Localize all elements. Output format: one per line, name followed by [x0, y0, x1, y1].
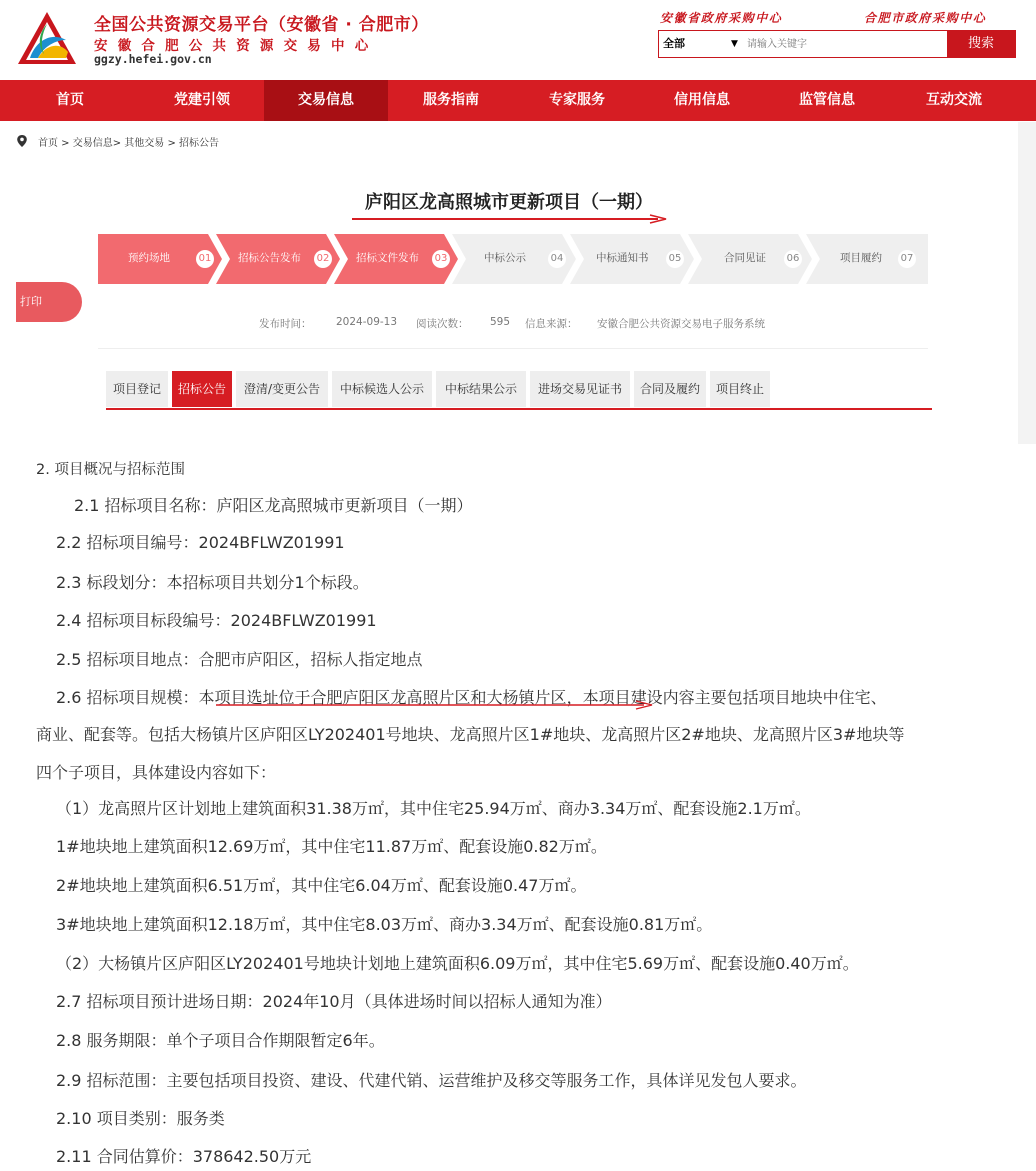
step-label: 招标文件发布	[356, 252, 419, 264]
paragraph: 2.5 招标项目地点：合肥市庐阳区，招标人指定地点	[56, 650, 423, 669]
tab-witness-certificate[interactable]: 进场交易见证书	[530, 371, 630, 407]
tab-clarification[interactable]: 澄清/变更公告	[236, 371, 328, 407]
step-item	[98, 234, 222, 284]
scrollbar[interactable]	[1018, 122, 1036, 444]
step-item	[688, 234, 812, 284]
notice-tabs	[106, 371, 932, 409]
province-procurement-link[interactable]: 安徽省政府采购中心	[660, 11, 783, 25]
step-number: 03	[432, 250, 450, 268]
nav-item-trading-info[interactable]: 交易信息	[264, 80, 388, 121]
paragraph: 2.10 项目类别：服务类	[56, 1109, 225, 1128]
site-url: ggzy.hefei.gov.cn	[94, 52, 212, 66]
step-item	[216, 234, 340, 284]
step-label: 预约场地	[128, 252, 170, 264]
breadcrumb-text[interactable]: 首页 > 交易信息> 其他交易 > 招标公告	[38, 138, 220, 149]
tab-tender-notice[interactable]: 招标公告	[172, 371, 232, 407]
step-number: 02	[314, 250, 332, 268]
paragraph: 2.4 招标项目标段编号：2024BFLWZ01991	[56, 611, 377, 630]
paragraph: 四个子项目，具体建设内容如下：	[36, 763, 277, 782]
step-label: 中标公示	[484, 252, 526, 264]
paragraph: 商业、配套等。包括大杨镇片区庐阳区LY202401号地块、龙高照片区1#地块、龙高照片区2#地块、龙高照片区3#地块等	[36, 725, 905, 744]
nav-item-expert[interactable]: 专家服务	[549, 92, 605, 108]
source-value: 安徽合肥公共资源交易电子服务系统	[597, 318, 765, 330]
source-label: 信息来源：	[525, 318, 578, 330]
site-subtitle: 安徽合肥公共资源交易中心	[94, 38, 379, 54]
paragraph: 2.3 标段划分：本招标项目共划分1个标段。	[56, 573, 369, 592]
paragraph: 2.2 招标项目编号：2024BFLWZ01991	[56, 533, 345, 552]
paragraph: 2.7 招标项目预计进场日期：2024年10月（具体进场时间以招标人通知为准）	[56, 992, 612, 1011]
paragraph: 3#地块地上建筑面积12.18万㎡，其中住宅8.03万㎡、商办3.34万㎡、配套设施0.81万㎡。	[56, 915, 713, 934]
publish-label: 发布时间：	[259, 318, 312, 330]
publish-date: 2024-09-13	[336, 316, 398, 328]
nav-item-party[interactable]: 党建引领	[174, 92, 230, 108]
city-procurement-link[interactable]: 合肥市政府采购中心	[864, 11, 987, 25]
step-label: 招标公告发布	[238, 252, 301, 264]
chevron-down-icon: ▼	[731, 39, 738, 49]
step-number: 05	[666, 250, 684, 268]
site-title: 全国公共资源交易平台（安徽省 · 合肥市）	[94, 15, 429, 35]
location-pin-icon	[16, 134, 28, 148]
site-logo-icon[interactable]	[16, 10, 78, 68]
nav-item-service-guide[interactable]: 服务指南	[423, 92, 479, 108]
step-item	[570, 234, 694, 284]
site-header	[0, 0, 1036, 80]
step-number: 04	[548, 250, 566, 268]
step-item	[334, 234, 458, 284]
tab-project-registration[interactable]: 项目登记	[106, 371, 168, 407]
tab-termination[interactable]: 项目终止	[710, 371, 770, 407]
paragraph: 2#地块地上建筑面积6.51万㎡，其中住宅6.04万㎡、配套设施0.47万㎡。	[56, 876, 587, 895]
progress-steps	[98, 234, 928, 284]
step-label: 项目履约	[840, 252, 882, 264]
step-item	[452, 234, 576, 284]
step-label: 中标通知书	[596, 252, 649, 264]
search-scope-value: 全部	[663, 37, 685, 50]
step-number: 06	[784, 250, 802, 268]
nav-item-supervision[interactable]: 监管信息	[799, 92, 855, 108]
scope-lead: 2.6 招标项目规模：	[56, 688, 199, 707]
tabs-underline	[106, 408, 932, 410]
annotation-underline	[350, 214, 668, 224]
step-item	[806, 234, 930, 284]
paragraph: 2.9 招标范围：主要包括项目投资、建设、代建代销、运营维护及移交等服务工作，具体详见发包人要求。	[56, 1071, 807, 1090]
tab-result[interactable]: 中标结果公示	[436, 371, 526, 407]
tab-contract[interactable]: 合同及履约	[634, 371, 706, 407]
paragraph: （2）大杨镇片区庐阳区LY202401号地块计划地上建筑面积6.09万㎡，其中住宅5.69万㎡、配套设施0.40万㎡。	[56, 954, 859, 973]
print-button[interactable]: 打印	[16, 282, 82, 322]
views-label: 阅读次数：	[416, 318, 469, 330]
nav-item-credit[interactable]: 信用信息	[674, 92, 730, 108]
nav-item-interaction[interactable]: 互动交流	[926, 92, 982, 108]
tab-candidates[interactable]: 中标候选人公示	[332, 371, 432, 407]
divider	[98, 348, 928, 349]
paragraph: 2.11 合同估算价：378642.50万元	[56, 1147, 312, 1166]
paragraph: 2.1 招标项目名称：庐阳区龙高照城市更新项目（一期）	[74, 496, 473, 515]
scope-rest: ，本项目建设内容主要包括项目地块中住宅、	[566, 688, 887, 707]
search-scope-select[interactable]	[663, 31, 747, 57]
nav-item-home[interactable]: 首页	[56, 92, 84, 108]
search-input[interactable]	[747, 32, 945, 56]
search-button[interactable]: 搜索	[947, 31, 1015, 57]
main-nav	[0, 80, 1036, 121]
section-title: 2. 项目概况与招标范围	[36, 462, 185, 478]
paragraph: 2.8 服务期限：单个子项目合作期限暂定6年。	[56, 1031, 385, 1050]
paragraph: 1#地块地上建筑面积12.69万㎡，其中住宅11.87万㎡、配套设施0.82万㎡。	[56, 837, 607, 856]
step-label: 合同见证	[724, 252, 766, 264]
scope-highlight: 本项目选址位于合肥庐阳区龙高照片区和大杨镇片区	[198, 688, 567, 707]
annotation-underline	[214, 700, 654, 710]
views-count: 595	[490, 316, 511, 328]
step-number: 01	[196, 250, 214, 268]
step-number: 07	[898, 250, 916, 268]
search-bar	[658, 30, 1016, 58]
page-title: 庐阳区龙高照城市更新项目（一期）	[365, 192, 653, 213]
paragraph: （1）龙高照片区计划地上建筑面积31.38万㎡，其中住宅25.94万㎡、商办3.34万㎡、配套设施2.1万㎡。	[56, 799, 811, 818]
